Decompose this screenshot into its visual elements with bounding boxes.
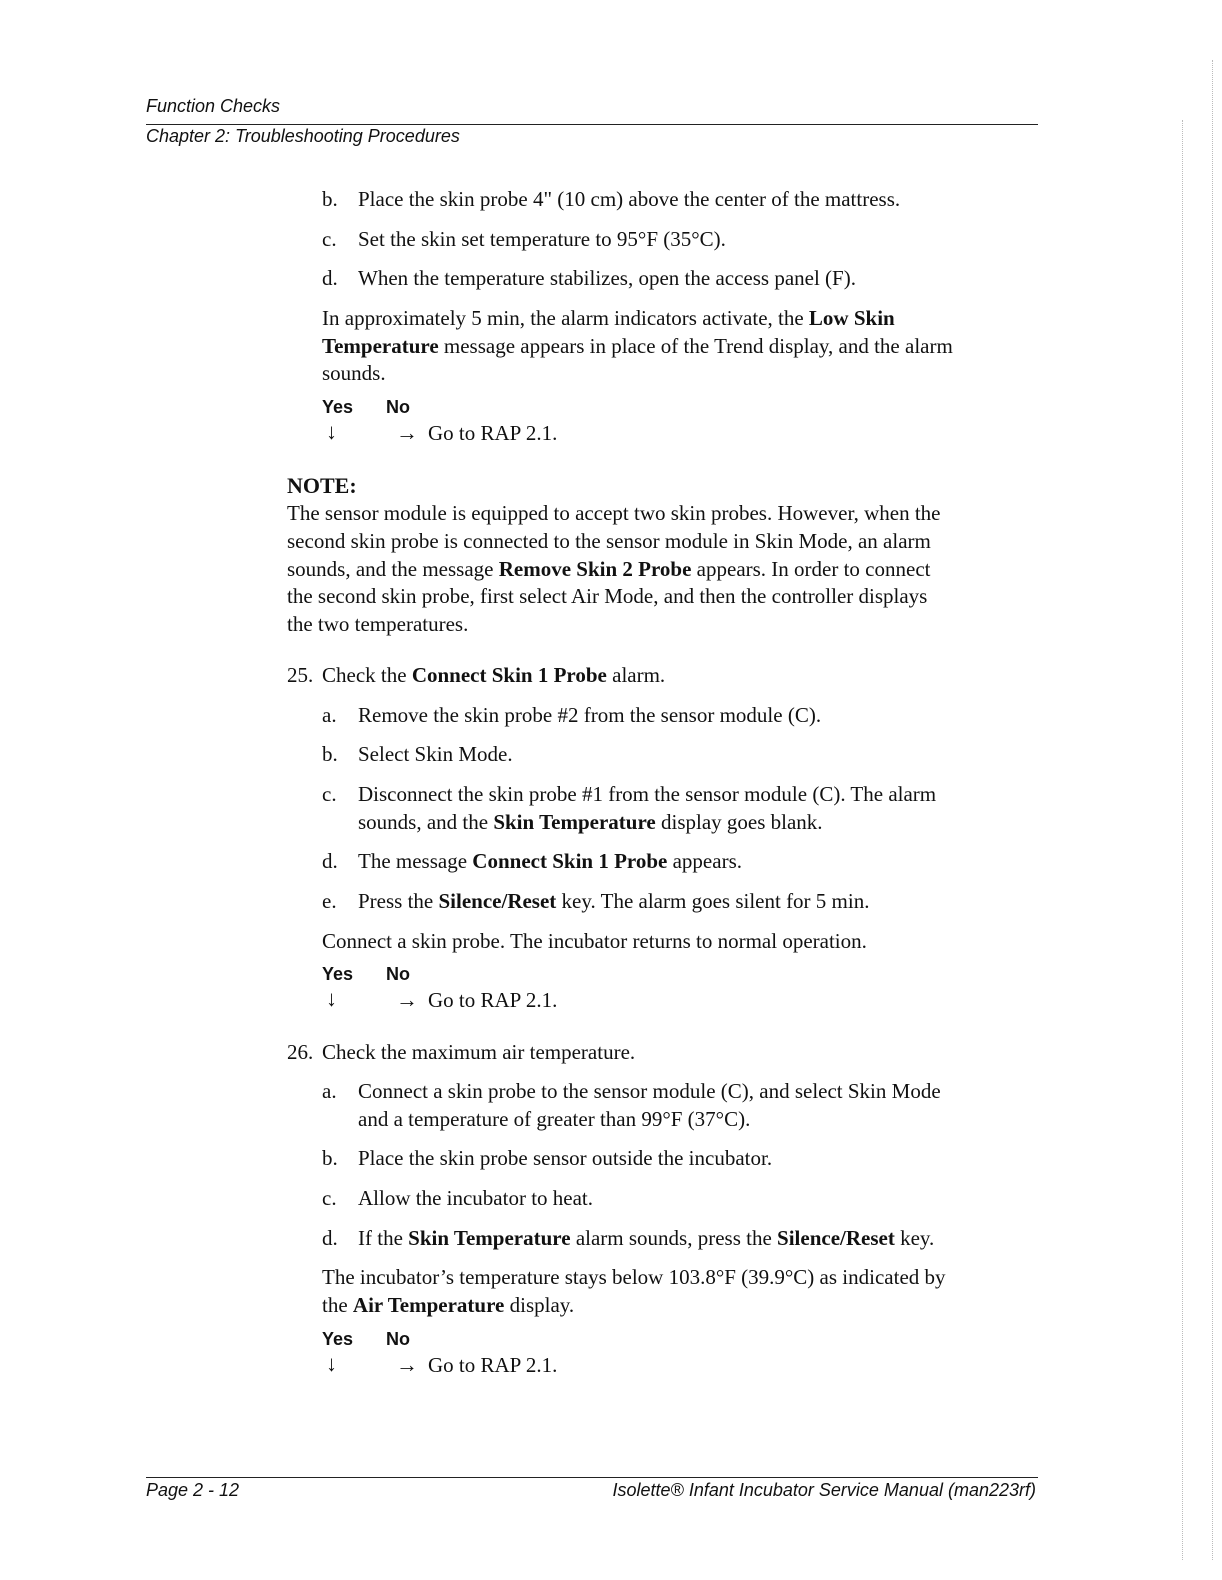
footer-page-number: Page 2 - 12 bbox=[146, 1480, 240, 1500]
no-label-3: No bbox=[386, 1329, 410, 1349]
step25-title: Check the Connect Skin 1 Probe alarm. bbox=[322, 663, 666, 687]
note-line3: sounds, and the message Remove Skin 2 Probe appears. In order to connect bbox=[287, 557, 931, 581]
footer-manual-title: Isolette® Infant Incubator Service Manual (man223rf) bbox=[612, 1480, 1036, 1500]
step25-c-line2: sounds, and the Skin Temperature display goes blank. bbox=[358, 810, 823, 834]
step25-number: 25. bbox=[287, 663, 314, 687]
step25-d: The message Connect Skin 1 Probe appears. bbox=[358, 849, 742, 873]
step24-result-line2: Temperature message appears in place of the Trend display, and the alarm bbox=[322, 334, 953, 358]
step24-b: Place the skin probe 4" (10 cm) above the center of the mattress. bbox=[358, 187, 901, 211]
step25-letter-e: e. bbox=[322, 889, 337, 913]
note-line1: The sensor module is equipped to accept two skin probes. However, when the bbox=[287, 501, 941, 525]
header-rule bbox=[146, 124, 1038, 125]
step26-result-line2: the Air Temperature display. bbox=[322, 1293, 575, 1317]
step25-e: Press the Silence/Reset key. The alarm goes silent for 5 min. bbox=[358, 889, 870, 913]
step26-result-line1: The incubator’s temperature stays below 103.8°F (39.9°C) as indicated by bbox=[322, 1265, 946, 1289]
scan-margin-artifact bbox=[1182, 120, 1183, 1560]
no-label-2: No bbox=[386, 964, 410, 984]
step25-letter-b: b. bbox=[322, 742, 338, 766]
right-arrow-icon: → bbox=[396, 420, 418, 445]
goto-rap-3: Go to RAP 2.1. bbox=[428, 1353, 558, 1377]
step25-letter-c: c. bbox=[322, 782, 337, 806]
step26-letter-c: c. bbox=[322, 1186, 337, 1210]
step26-d: If the Skin Temperature alarm sounds, press the Silence/Reset key. bbox=[358, 1226, 935, 1250]
header-section: Function Checks bbox=[146, 96, 281, 116]
step25-letter-d: d. bbox=[322, 849, 338, 873]
step26-c: Allow the incubator to heat. bbox=[358, 1186, 594, 1210]
step26-title: Check the maximum air temperature. bbox=[322, 1040, 636, 1064]
down-arrow-icon: ↓ bbox=[326, 1351, 337, 1376]
right-arrow-icon: → bbox=[396, 1352, 418, 1377]
yes-label-1: Yes bbox=[322, 397, 354, 417]
down-arrow-icon: ↓ bbox=[326, 419, 337, 444]
step26-number: 26. bbox=[287, 1040, 314, 1064]
step24-d: When the temperature stabilizes, open the access panel (F). bbox=[358, 266, 856, 290]
step26-letter-a: a. bbox=[322, 1079, 337, 1103]
step26-letter-b: b. bbox=[322, 1146, 338, 1170]
step24-result-line1: In approximately 5 min, the alarm indicators activate, the Low Skin bbox=[322, 306, 895, 330]
step25-b: Select Skin Mode. bbox=[358, 742, 513, 766]
no-label-1: No bbox=[386, 397, 410, 417]
step24-letter-c: c. bbox=[322, 227, 337, 251]
step26-a-line2: and a temperature of greater than 99°F (37°C). bbox=[358, 1107, 751, 1131]
note-line5: the two temperatures. bbox=[287, 612, 469, 636]
footer-rule bbox=[146, 1477, 1038, 1478]
step24-letter-b: b. bbox=[322, 187, 338, 211]
note-line4: the second skin probe, first select Air Mode, and then the controller displays bbox=[287, 584, 928, 608]
note-title: NOTE: bbox=[287, 473, 357, 498]
step25-letter-a: a. bbox=[322, 703, 337, 727]
step24-letter-d: d. bbox=[322, 266, 338, 290]
right-arrow-icon: → bbox=[396, 987, 418, 1012]
header-chapter: Chapter 2: Troubleshooting Procedures bbox=[146, 126, 460, 146]
scan-edge-artifact bbox=[1212, 60, 1213, 1560]
step25-result: Connect a skin probe. The incubator returns to normal operation. bbox=[322, 929, 867, 953]
step25-a: Remove the skin probe #2 from the sensor module (C). bbox=[358, 703, 822, 727]
step26-a-line1: Connect a skin probe to the sensor module (C), and select Skin Mode bbox=[358, 1079, 941, 1103]
yes-label-2: Yes bbox=[322, 964, 354, 984]
step26-letter-d: d. bbox=[322, 1226, 338, 1250]
goto-rap-2: Go to RAP 2.1. bbox=[428, 988, 558, 1012]
step24-result-line3: sounds. bbox=[322, 361, 386, 385]
down-arrow-icon: ↓ bbox=[326, 986, 337, 1011]
yes-label-3: Yes bbox=[322, 1329, 354, 1349]
note-line2: second skin probe is connected to the sensor module in Skin Mode, an alarm bbox=[287, 529, 931, 553]
step24-c: Set the skin set temperature to 95°F (35°C). bbox=[358, 227, 726, 251]
step25-c-line1: Disconnect the skin probe #1 from the sensor module (C). The alarm bbox=[358, 782, 937, 806]
goto-rap-1: Go to RAP 2.1. bbox=[428, 421, 558, 445]
step26-b: Place the skin probe sensor outside the incubator. bbox=[358, 1146, 773, 1170]
